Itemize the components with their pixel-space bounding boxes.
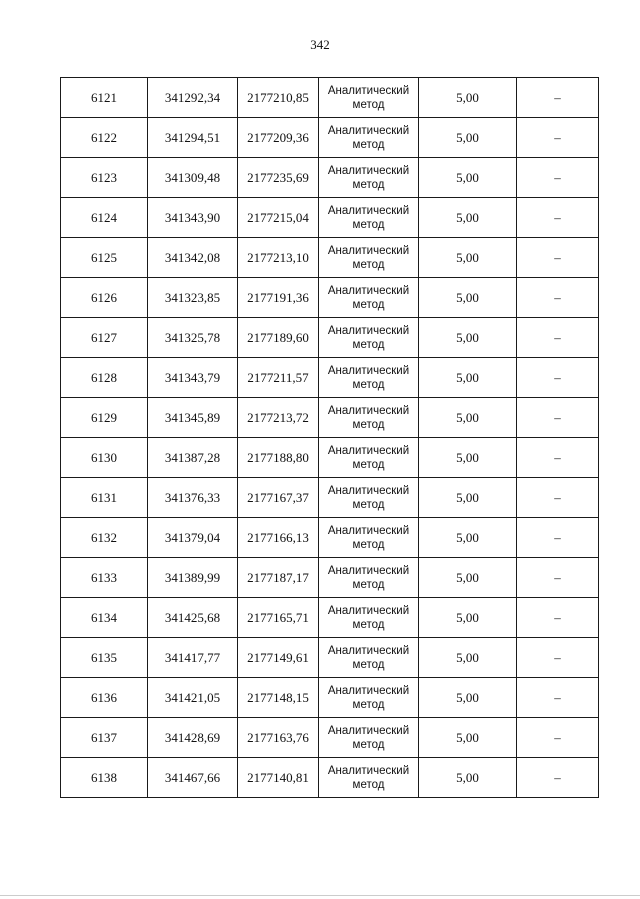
point-number-cell: 6133 [61, 558, 148, 598]
y-coordinate-cell: 2177187,17 [238, 558, 319, 598]
accuracy-cell: 5,00 [419, 318, 517, 358]
y-coordinate-cell: 2177149,61 [238, 638, 319, 678]
y-coordinate-cell: 2177148,15 [238, 678, 319, 718]
y-coordinate-cell: 2177188,80 [238, 438, 319, 478]
accuracy-cell: 5,00 [419, 678, 517, 718]
coordinates-table [60, 77, 599, 798]
table-row [61, 718, 599, 758]
x-coordinate-cell: 341325,78 [148, 318, 238, 358]
note-cell: – [517, 438, 599, 478]
method-line-1: Аналитический [327, 124, 410, 137]
x-coordinate-cell: 341467,66 [148, 758, 238, 798]
y-coordinate-cell: 2177213,72 [238, 398, 319, 438]
method-cell [319, 598, 419, 638]
note-cell: – [517, 238, 599, 278]
method-line-1: Аналитический [327, 764, 410, 777]
point-number-cell: 6130 [61, 438, 148, 478]
point-number-cell: 6128 [61, 358, 148, 398]
y-coordinate-cell: 2177166,13 [238, 518, 319, 558]
point-number-cell: 6129 [61, 398, 148, 438]
x-coordinate-cell: 341345,89 [148, 398, 238, 438]
accuracy-cell: 5,00 [419, 718, 517, 758]
x-coordinate-cell: 341323,85 [148, 278, 238, 318]
y-coordinate-cell: 2177235,69 [238, 158, 319, 198]
y-coordinate-cell: 2177189,60 [238, 318, 319, 358]
y-coordinate-cell: 2177163,76 [238, 718, 319, 758]
method-cell [319, 318, 419, 358]
method-line-1: Аналитический [327, 724, 410, 737]
accuracy-cell: 5,00 [419, 398, 517, 438]
point-number-cell: 6138 [61, 758, 148, 798]
method-cell [319, 758, 419, 798]
method-line-2: метод [352, 458, 385, 471]
note-cell: – [517, 758, 599, 798]
note-cell: – [517, 78, 599, 118]
method-cell [319, 478, 419, 518]
table-row [61, 318, 599, 358]
accuracy-cell: 5,00 [419, 438, 517, 478]
accuracy-cell: 5,00 [419, 358, 517, 398]
point-number-cell: 6131 [61, 478, 148, 518]
note-cell: – [517, 358, 599, 398]
accuracy-cell: 5,00 [419, 598, 517, 638]
method-line-1: Аналитический [327, 84, 410, 97]
method-line-1: Аналитический [327, 604, 410, 617]
x-coordinate-cell: 341421,05 [148, 678, 238, 718]
accuracy-cell: 5,00 [419, 278, 517, 318]
point-number-cell: 6135 [61, 638, 148, 678]
accuracy-cell: 5,00 [419, 518, 517, 558]
y-coordinate-cell: 2177213,10 [238, 238, 319, 278]
table-row [61, 438, 599, 478]
method-line-2: метод [352, 178, 385, 191]
point-number-cell: 6123 [61, 158, 148, 198]
accuracy-cell: 5,00 [419, 638, 517, 678]
note-cell: – [517, 478, 599, 518]
method-line-2: метод [352, 218, 385, 231]
method-cell [319, 638, 419, 678]
x-coordinate-cell: 341342,08 [148, 238, 238, 278]
method-cell [319, 278, 419, 318]
x-coordinate-cell: 341417,77 [148, 638, 238, 678]
table-row [61, 638, 599, 678]
note-cell: – [517, 518, 599, 558]
x-coordinate-cell: 341292,34 [148, 78, 238, 118]
x-coordinate-cell: 341387,28 [148, 438, 238, 478]
table-row [61, 678, 599, 718]
method-cell [319, 118, 419, 158]
y-coordinate-cell: 2177167,37 [238, 478, 319, 518]
method-line-1: Аналитический [327, 564, 410, 577]
note-cell: – [517, 598, 599, 638]
method-cell [319, 238, 419, 278]
method-line-1: Аналитический [327, 364, 410, 377]
note-cell: – [517, 278, 599, 318]
accuracy-cell: 5,00 [419, 198, 517, 238]
note-cell: – [517, 118, 599, 158]
table-row [61, 358, 599, 398]
point-number-cell: 6121 [61, 78, 148, 118]
method-cell [319, 158, 419, 198]
x-coordinate-cell: 341294,51 [148, 118, 238, 158]
method-line-2: метод [352, 578, 385, 591]
table-row [61, 198, 599, 238]
method-line-2: метод [352, 698, 385, 711]
method-cell [319, 518, 419, 558]
table-row [61, 78, 599, 118]
method-line-1: Аналитический [327, 444, 410, 457]
method-line-2: метод [352, 338, 385, 351]
method-line-1: Аналитический [327, 324, 410, 337]
y-coordinate-cell: 2177210,85 [238, 78, 319, 118]
accuracy-cell: 5,00 [419, 758, 517, 798]
point-number-cell: 6126 [61, 278, 148, 318]
point-number-cell: 6127 [61, 318, 148, 358]
x-coordinate-cell: 341343,90 [148, 198, 238, 238]
method-line-2: метод [352, 658, 385, 671]
table-row [61, 398, 599, 438]
method-line-1: Аналитический [327, 204, 410, 217]
method-cell [319, 678, 419, 718]
method-line-2: метод [352, 498, 385, 511]
accuracy-cell: 5,00 [419, 78, 517, 118]
point-number-cell: 6137 [61, 718, 148, 758]
table-row [61, 118, 599, 158]
method-cell [319, 718, 419, 758]
y-coordinate-cell: 2177209,36 [238, 118, 319, 158]
method-line-2: метод [352, 618, 385, 631]
note-cell: – [517, 678, 599, 718]
method-line-1: Аналитический [327, 284, 410, 297]
y-coordinate-cell: 2177211,57 [238, 358, 319, 398]
y-coordinate-cell: 2177165,71 [238, 598, 319, 638]
accuracy-cell: 5,00 [419, 238, 517, 278]
point-number-cell: 6132 [61, 518, 148, 558]
x-coordinate-cell: 341379,04 [148, 518, 238, 558]
note-cell: – [517, 558, 599, 598]
method-line-1: Аналитический [327, 164, 410, 177]
method-line-2: метод [352, 378, 385, 391]
method-line-2: метод [352, 778, 385, 791]
method-line-1: Аналитический [327, 484, 410, 497]
method-cell [319, 78, 419, 118]
method-cell [319, 358, 419, 398]
x-coordinate-cell: 341425,68 [148, 598, 238, 638]
table-row [61, 598, 599, 638]
note-cell: – [517, 158, 599, 198]
x-coordinate-cell: 341389,99 [148, 558, 238, 598]
method-line-1: Аналитический [327, 524, 410, 537]
note-cell: – [517, 398, 599, 438]
note-cell: – [517, 638, 599, 678]
y-coordinate-cell: 2177191,36 [238, 278, 319, 318]
point-number-cell: 6122 [61, 118, 148, 158]
method-cell [319, 558, 419, 598]
note-cell: – [517, 318, 599, 358]
accuracy-cell: 5,00 [419, 558, 517, 598]
method-cell [319, 398, 419, 438]
accuracy-cell: 5,00 [419, 118, 517, 158]
point-number-cell: 6124 [61, 198, 148, 238]
note-cell: – [517, 198, 599, 238]
method-line-2: метод [352, 258, 385, 271]
method-line-2: метод [352, 418, 385, 431]
method-line-1: Аналитический [327, 244, 410, 257]
table-row [61, 758, 599, 798]
method-line-1: Аналитический [327, 644, 410, 657]
note-cell: – [517, 718, 599, 758]
table-body [61, 78, 599, 798]
method-line-2: метод [352, 98, 385, 111]
method-line-2: метод [352, 738, 385, 751]
page-bottom-edge [0, 895, 640, 896]
y-coordinate-cell: 2177215,04 [238, 198, 319, 238]
point-number-cell: 6136 [61, 678, 148, 718]
method-line-2: метод [352, 138, 385, 151]
x-coordinate-cell: 341376,33 [148, 478, 238, 518]
point-number-cell: 6125 [61, 238, 148, 278]
method-line-1: Аналитический [327, 684, 410, 697]
table-row [61, 558, 599, 598]
page-number: 342 [310, 37, 330, 52]
x-coordinate-cell: 341343,79 [148, 358, 238, 398]
accuracy-cell: 5,00 [419, 478, 517, 518]
table-row [61, 518, 599, 558]
accuracy-cell: 5,00 [419, 158, 517, 198]
method-cell [319, 198, 419, 238]
point-number-cell: 6134 [61, 598, 148, 638]
method-cell [319, 438, 419, 478]
table-row [61, 238, 599, 278]
table-row [61, 478, 599, 518]
method-line-2: метод [352, 298, 385, 311]
method-line-1: Аналитический [327, 404, 410, 417]
table-row [61, 278, 599, 318]
table-row [61, 158, 599, 198]
x-coordinate-cell: 341428,69 [148, 718, 238, 758]
y-coordinate-cell: 2177140,81 [238, 758, 319, 798]
method-line-2: метод [352, 538, 385, 551]
x-coordinate-cell: 341309,48 [148, 158, 238, 198]
